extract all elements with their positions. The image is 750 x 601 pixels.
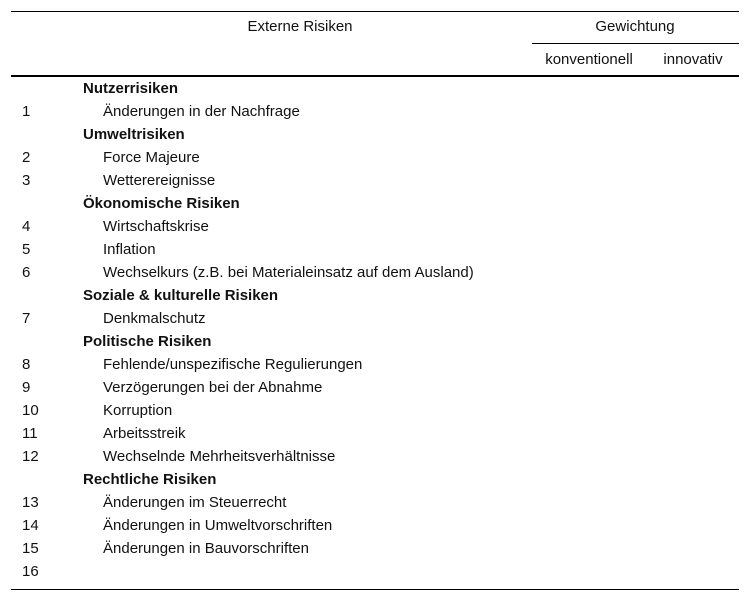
row-number: 5 (22, 241, 31, 258)
risk-item-label: Inflation (103, 241, 156, 258)
risk-item-label: Korruption (103, 402, 173, 419)
risk-item-label: Denkmalschutz (103, 310, 206, 327)
header-externe-risiken: Externe Risiken (247, 18, 353, 35)
row-number: 2 (22, 149, 31, 166)
header-innovativ: innovativ (663, 51, 723, 68)
row-number: 6 (22, 264, 31, 281)
header-bottom-rule (11, 75, 739, 77)
row-number: 10 (22, 402, 39, 419)
row-number: 13 (22, 494, 39, 511)
risk-item-label: Arbeitsstreik (103, 425, 186, 442)
category-label: Rechtliche Risiken (83, 471, 217, 488)
header-gewichtung: Gewichtung (595, 18, 675, 35)
risk-item-label: Wirtschaftskrise (103, 218, 209, 235)
risk-item-label: Änderungen in der Nachfrage (103, 103, 300, 120)
row-number: 14 (22, 517, 39, 534)
category-label: Politische Risiken (83, 333, 212, 350)
header-konventionell: konventionell (545, 51, 633, 68)
table-bottom-rule (11, 589, 739, 590)
row-number: 3 (22, 172, 31, 189)
row-number: 9 (22, 379, 31, 396)
risk-item-label: Wechselkurs (z.B. bei Materialeinsatz auf dem Ausland) (103, 264, 474, 281)
category-label: Soziale & kulturelle Risiken (83, 287, 279, 304)
row-number: 8 (22, 356, 31, 373)
risk-item-label: Änderungen in Bauvorschriften (103, 540, 309, 557)
gewichtung-underline (532, 43, 739, 44)
row-number: 11 (22, 425, 38, 442)
table-top-rule (11, 11, 739, 12)
category-label: Ökonomische Risiken (83, 195, 240, 212)
row-number: 16 (22, 563, 39, 580)
category-label: Umweltrisiken (83, 126, 185, 143)
row-number: 4 (22, 218, 31, 235)
row-number: 12 (22, 448, 39, 465)
category-label: Nutzerrisiken (83, 80, 179, 97)
risk-item-label: Wechselnde Mehrheitsverhältnisse (103, 448, 336, 465)
risk-item-label: Wetterereignisse (103, 172, 216, 189)
risk-item-label: Änderungen in Umweltvorschriften (103, 517, 333, 534)
row-number: 1 (22, 103, 31, 120)
risk-item-label: Verzögerungen bei der Abnahme (103, 379, 323, 396)
row-number: 7 (22, 310, 31, 327)
risk-item-label: Force Majeure (103, 149, 200, 166)
risk-item-label: Änderungen im Steuerrecht (103, 494, 287, 511)
row-number: 15 (22, 540, 39, 557)
risk-item-label: Fehlende/unspezifische Regulierungen (103, 356, 363, 373)
